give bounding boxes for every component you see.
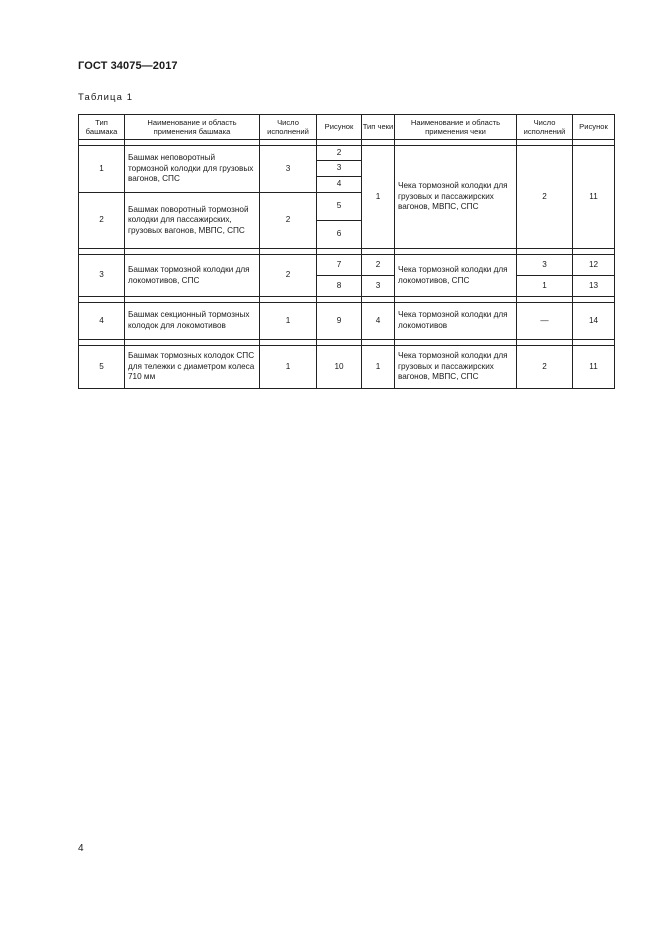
shoe-type-cell: 5: [79, 346, 125, 389]
table-header-row: [79, 115, 615, 140]
column-header-shoe-type: Тип башмака: [79, 115, 125, 140]
shoe-type-cell: 2: [79, 193, 125, 249]
shoe-count-cell: 2: [260, 255, 317, 297]
shoe-count-cell: 1: [260, 346, 317, 389]
shoe-name-cell: Башмак неповоротный тормозной колодки для грузовых вагонов, СПС: [125, 146, 260, 193]
shoe-count-cell: 1: [260, 303, 317, 340]
column-header-shoe-name: Наименование и область применения башмака: [125, 115, 260, 140]
pin-name-cell: Чека тормозной колодки для грузовых и пассажирских вагонов, МВПС, СПС: [395, 146, 517, 249]
table-row: [79, 255, 615, 276]
pin-name-cell: Чека тормозной колодки для локомотивов: [395, 303, 517, 340]
table-row: [79, 303, 615, 340]
shoes-and-pins-table: [78, 114, 615, 389]
pin-name-cell: Чека тормозной колодки для грузовых и пассажирских вагонов, МВПС, СПС: [395, 346, 517, 389]
pin-count-cell: 2: [517, 146, 573, 249]
figure-cell: 4: [317, 177, 362, 193]
pin-count-cell: —: [517, 303, 573, 340]
shoe-count-cell: 3: [260, 146, 317, 193]
shoe-name-cell: Башмак поворотный тормозной колодки для пассажирских, грузовых вагонов, МВПС, СПС: [125, 193, 260, 249]
pin-type-cell: 1: [362, 146, 395, 249]
shoe-count-cell: 2: [260, 193, 317, 249]
shoe-name-cell: Башмак секционный тормозных колодок для локомотивов: [125, 303, 260, 340]
pin-count-cell: 1: [517, 276, 573, 297]
shoe-type-cell: 3: [79, 255, 125, 297]
pin-figure-cell: 14: [573, 303, 615, 340]
shoe-type-cell: 1: [79, 146, 125, 193]
figure-cell: 5: [317, 193, 362, 221]
pin-type-cell: 1: [362, 346, 395, 389]
column-header-pin-name: Наименование и область применения чеки: [395, 115, 517, 140]
shoe-type-cell: 4: [79, 303, 125, 340]
column-header-shoe-figure: Рисунок: [317, 115, 362, 140]
column-header-pin-count: Число исполнений: [517, 115, 573, 140]
document-header: ГОСТ 34075—2017: [78, 60, 178, 72]
pin-count-cell: 3: [517, 255, 573, 276]
table-row: [79, 146, 615, 161]
figure-cell: 10: [317, 346, 362, 389]
pin-figure-cell: 11: [573, 146, 615, 249]
figure-cell: 8: [317, 276, 362, 297]
figure-cell: 6: [317, 221, 362, 249]
pin-name-cell: Чека тормозной колодки для локомотивов, СПС: [395, 255, 517, 297]
figure-cell: 2: [317, 146, 362, 161]
pin-figure-cell: 11: [573, 346, 615, 389]
pin-type-cell: 4: [362, 303, 395, 340]
column-header-pin-figure: Рисунок: [573, 115, 615, 140]
figure-cell: 9: [317, 303, 362, 340]
table-row: [79, 346, 615, 389]
figure-cell: 7: [317, 255, 362, 276]
pin-figure-cell: 12: [573, 255, 615, 276]
pin-figure-cell: 13: [573, 276, 615, 297]
pin-count-cell: 2: [517, 346, 573, 389]
shoe-name-cell: Башмак тормозных колодок СПС для тележки с диаметром колеса 710 мм: [125, 346, 260, 389]
pin-type-cell: 3: [362, 276, 395, 297]
page-number: 4: [78, 843, 84, 854]
column-header-shoe-count: Число исполнений: [260, 115, 317, 140]
shoe-name-cell: Башмак тормозной колодки для локомотивов, СПС: [125, 255, 260, 297]
figure-cell: 3: [317, 161, 362, 177]
table-caption: Таблица 1: [78, 92, 134, 103]
pin-type-cell: 2: [362, 255, 395, 276]
column-header-pin-type: Тип чеки: [362, 115, 395, 140]
